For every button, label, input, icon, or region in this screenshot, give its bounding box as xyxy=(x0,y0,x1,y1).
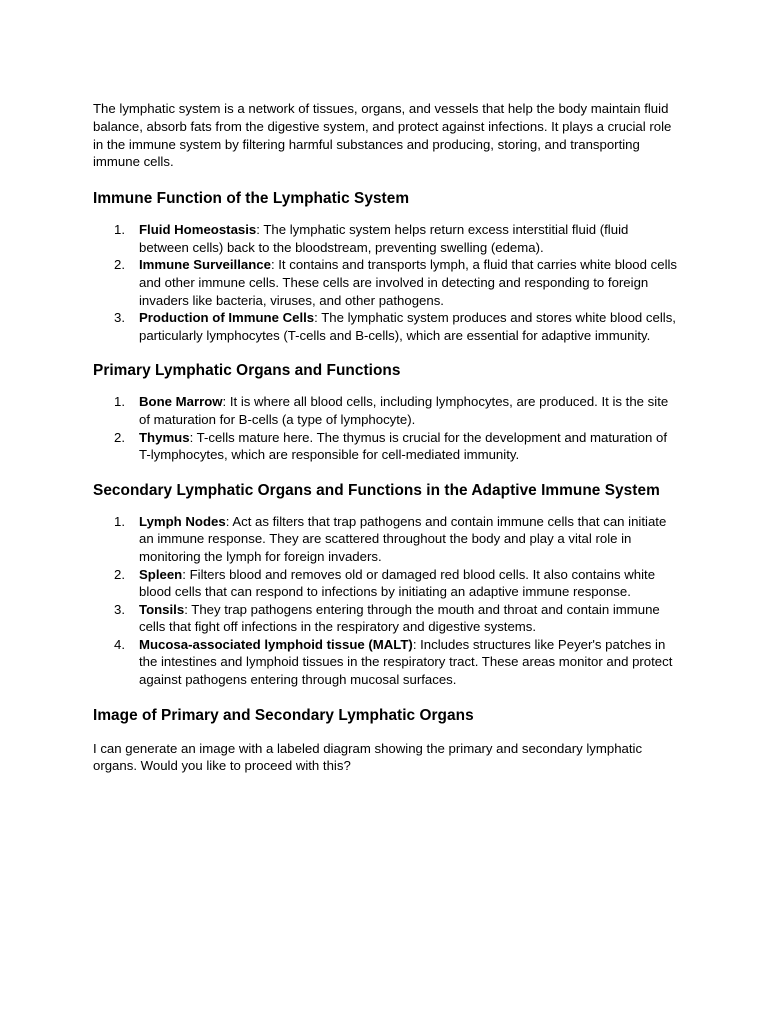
list-number: 1. xyxy=(114,513,125,529)
list-item xyxy=(93,393,678,428)
list-text: : The lymphatic system produces and stores white blood cells, particularly lymphocytes (T-cells and B-cells), which are essential for adaptive immunity. xyxy=(139,310,676,343)
list-text: : The lymphatic system helps return excess interstitial fluid (fluid between cells) back to the bloodstream, preventing swelling (edema). xyxy=(139,222,629,255)
list-number: 2. xyxy=(114,429,125,445)
closing-paragraph: I can generate an image with a labeled diagram showing the primary and secondary lymphatic organs. Would you like to proceed with this? xyxy=(93,740,643,774)
list-number: 3. xyxy=(114,310,125,326)
list-term: Spleen xyxy=(139,566,183,582)
secondary-organs-list xyxy=(93,513,678,689)
list-number: 4. xyxy=(114,636,125,652)
list-term: Production of Immune Cells xyxy=(139,310,315,326)
section-heading-image: Image of Primary and Secondary Lymphatic Organs xyxy=(93,706,474,724)
immune-function-list xyxy=(93,221,678,344)
list-item xyxy=(93,221,678,256)
list-number: 2. xyxy=(114,257,125,273)
list-term: Fluid Homeostasis xyxy=(139,222,257,238)
list-number: 1. xyxy=(114,394,125,410)
list-item xyxy=(93,429,678,464)
list-text: : Includes structures like Peyer's patches in the intestines and lymphoid tissues in the respiratory tract. These areas monitor and protect against pathogens entering through mucosal surfaces. xyxy=(139,636,673,688)
list-text: : Filters blood and removes old or damaged red blood cells. It also contains white blood cells that can respond to infections by initiating an adaptive immune response. xyxy=(139,566,656,600)
list-term: Tonsils xyxy=(139,601,185,617)
list-item xyxy=(93,513,678,566)
list-text: : It is where all blood cells, including lymphocytes, are produced. It is the site of maturation for B-cells (a type of lymphocyte). xyxy=(139,394,669,427)
list-text: : They trap pathogens entering through the mouth and throat and contain immune cells that fight off infections in the respiratory and digestive systems. xyxy=(139,601,660,635)
list-number: 2. xyxy=(114,566,125,582)
list-term: Mucosa-associated lymphoid tissue (MALT) xyxy=(139,636,413,652)
list-item xyxy=(93,309,678,344)
section-heading-secondary-organs: Secondary Lymphatic Organs and Functions in the Adaptive Immune System xyxy=(93,481,660,499)
intro-paragraph: The lymphatic system is a network of tissues, organs, and vessels that help the body maintain fluid balance, absorb fats from the digestive system, and protect against infections. It plays a crucial role in the immune system by filtering harmful substances and producing, storing, and transporting immune cells. xyxy=(93,101,672,170)
list-item xyxy=(93,566,678,601)
list-number: 3. xyxy=(114,601,125,617)
list-term: Lymph Nodes xyxy=(139,513,226,529)
list-number: 1. xyxy=(114,222,125,238)
list-term: Bone Marrow xyxy=(139,394,223,410)
document-body xyxy=(93,100,678,775)
list-term: Thymus xyxy=(139,429,190,445)
list-item xyxy=(93,601,678,636)
list-item xyxy=(93,636,678,689)
list-text: : T-cells mature here. The thymus is crucial for the development and maturation of T-lymphocytes, which are responsible for cell-mediated immunity. xyxy=(139,429,667,463)
list-text: : It contains and transports lymph, a fluid that carries white blood cells and other immune cells. These cells are involved in detecting and responding to foreign invaders like bacteria, viruses, and other pathogens. xyxy=(139,257,678,308)
section-heading-primary-organs: Primary Lymphatic Organs and Functions xyxy=(93,362,401,380)
list-item xyxy=(93,256,678,309)
list-text: : Act as filters that trap pathogens and contain immune cells that can initiate an immune response. They are scattered throughout the body and play a vital role in monitoring the lymph for foreign invaders. xyxy=(139,513,667,564)
list-term: Immune Surveillance xyxy=(139,257,271,273)
section-heading-immune-function: Immune Function of the Lymphatic System xyxy=(93,190,410,208)
primary-organs-list xyxy=(93,393,678,463)
